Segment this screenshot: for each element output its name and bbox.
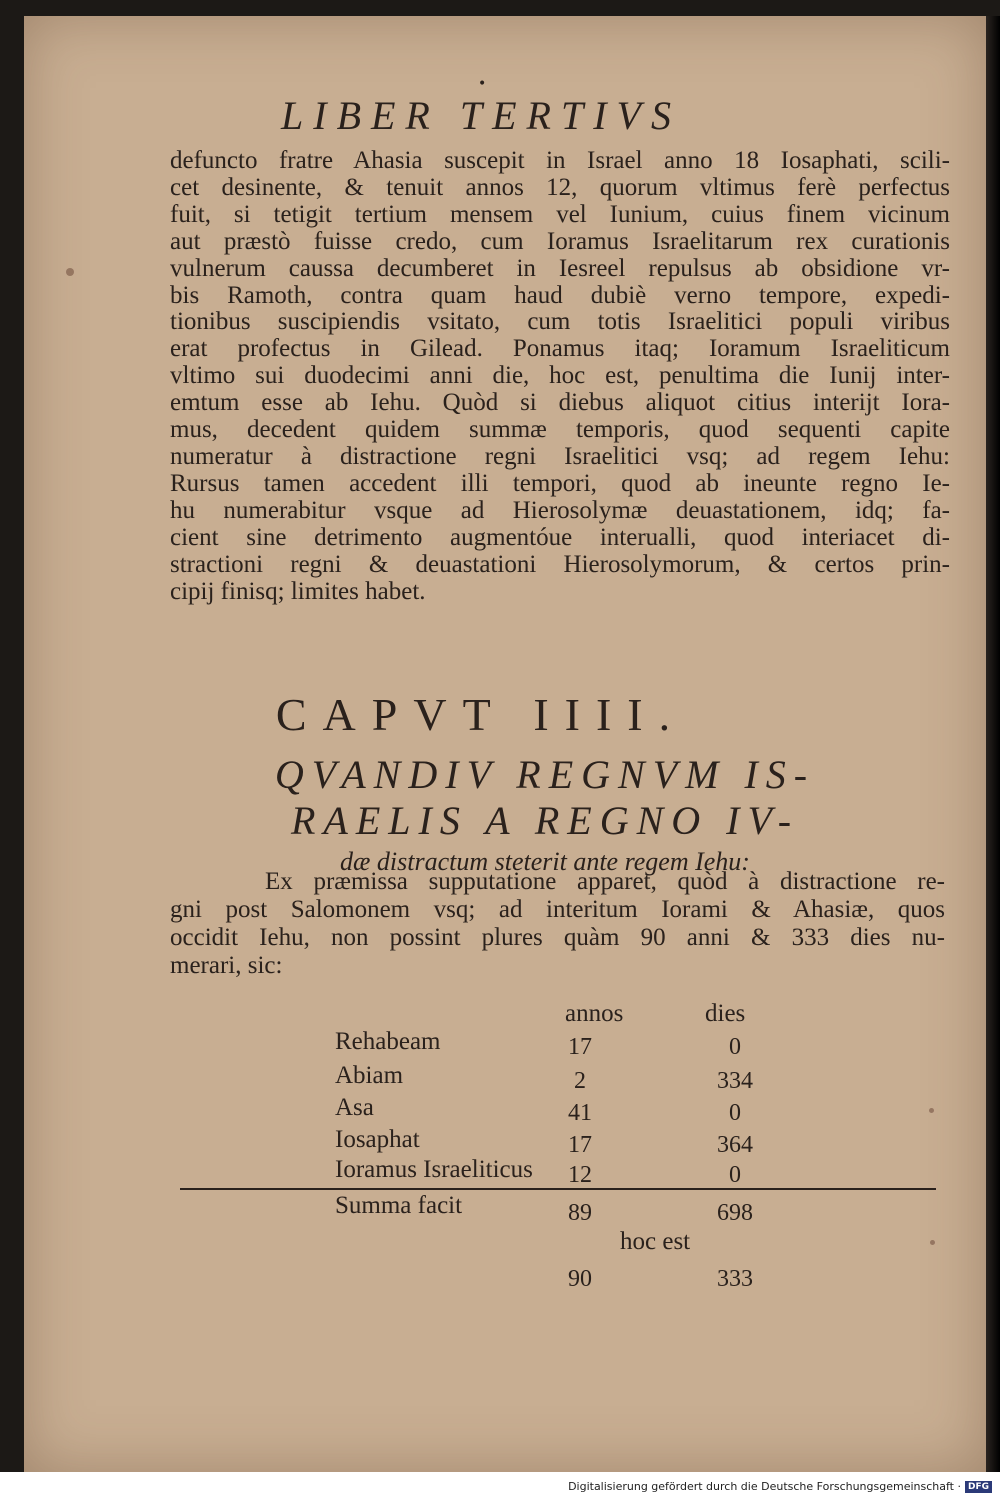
reign-dies: 0 [729,1162,741,1188]
reign-annos: 2 [574,1068,586,1094]
text-line: vltimo sui duodecimi anni die, hoc est, penultima die Iunij inter- [170,362,950,390]
reign-dies: 0 [729,1100,741,1126]
text-line: merari, sic: [170,952,283,979]
text-line: numeratur à distractione regni Israelitici vsq; ad regem Iehu: [170,442,950,470]
text-line: cipij finisq; limites habet. [170,577,426,605]
column-header-annos: annos [565,1000,624,1027]
text-line: cet desinente, & tenuit annos 12, quorum vltimus ferè perfectus [170,173,950,201]
subtitle-line: RAELIS A REGNO IV- [290,798,800,843]
reign-name: Iosaphat [335,1126,420,1153]
reign-annos: 41 [568,1100,592,1126]
subtitle-line: dæ distractum steterit ante regem Iehu: [340,847,750,876]
reign-annos: 17 [568,1034,592,1060]
text-line: bis Ramoth, contra quam haud dubiè verno tempore, expedi- [170,281,950,309]
hoc-est-label: hoc est [620,1228,691,1255]
footer-text: Digitalisierung gefördert durch die Deutsche Forschungsgemeinschaft · [568,1480,961,1493]
total-dies: 698 [717,1200,753,1226]
ink-blot [929,1108,934,1113]
total-label: Summa facit [335,1192,463,1219]
ink-blot [930,1240,935,1245]
text-line: emtum esse ab Iehu. Quòd si diebus aliquot citius interijt Iora- [170,389,950,417]
reign-annos: 12 [568,1162,592,1188]
final-annos: 90 [568,1266,592,1292]
reign-dies: 0 [729,1034,741,1060]
text-line: hu numerabitur vsque ad Hierosolymæ deuastationem, idq; fa- [170,496,950,524]
text-line: erat profectus in Gilead. Ponamus itaq; Ioramum Israeliticum [170,335,950,363]
running-header: LIBER TERTIVS [281,93,681,138]
text-line: Ex præmissa supputatione apparet, quòd à distractione re- [265,868,945,895]
reign-name: Asa [335,1094,374,1121]
total-annos: 89 [568,1200,592,1226]
page-mark: • [478,76,487,92]
subtitle-line: QVANDIV REGNVM IS- [274,752,816,797]
text-line: occidit Iehu, non possint plures quàm 90 anni & 333 dies nu- [170,924,945,951]
column-header-dies: dies [705,1000,746,1027]
text-line: tionibus suscipiendis vsitato, cum totis Israelitici populi viribus [170,308,950,336]
final-dies: 333 [717,1266,753,1292]
digitization-footer [0,1472,1000,1501]
body-paragraph [170,148,950,605]
reign-dies: 334 [717,1068,753,1094]
chapter-paragraph [170,868,945,980]
reign-dies: 364 [717,1132,753,1158]
text-line: defuncto fratre Ahasia suscepit in Israel anno 18 Iosaphati, scili- [170,147,950,174]
dfg-logo: DFG [965,1481,992,1493]
text-line: gni post Salomonem vsq; ad interitum Iorami & Ahasiæ, quos [170,896,945,923]
chapter-title: CAPVT IIII. [275,689,687,740]
page-edge-shadow [986,16,1000,1472]
chapter-subtitle [150,752,940,880]
text-line: vulnerum caussa decumberet in Iesreel repulsus ab obsidione vr- [170,254,950,282]
reign-annos: 17 [568,1132,592,1158]
text-line: aut præstò fuisse credo, cum Ioramus Israelitarum rex curationis [170,227,950,255]
text-line: mus, decedent quidem summæ temporis, quod sequenti capite [170,416,950,444]
text-line: fuit, si tetigit tertium mensem vel Iunium, cuius finem vicinum [170,200,950,228]
text-line: stractioni regni & deuastationi Hierosolymorum, & certos prin- [170,550,950,578]
reign-name: Ioramus Israeliticus [335,1156,533,1183]
reign-name: Rehabeam [335,1028,441,1055]
text-line: Rursus tamen accedent illi tempori, quod ab ineunte regno Ie- [170,469,950,497]
ink-blot [66,268,74,276]
reign-name: Abiam [335,1062,404,1089]
sum-rule [180,1188,936,1190]
text-line: cient sine detrimento augmentóue interualli, quod interiacet di- [170,523,950,551]
